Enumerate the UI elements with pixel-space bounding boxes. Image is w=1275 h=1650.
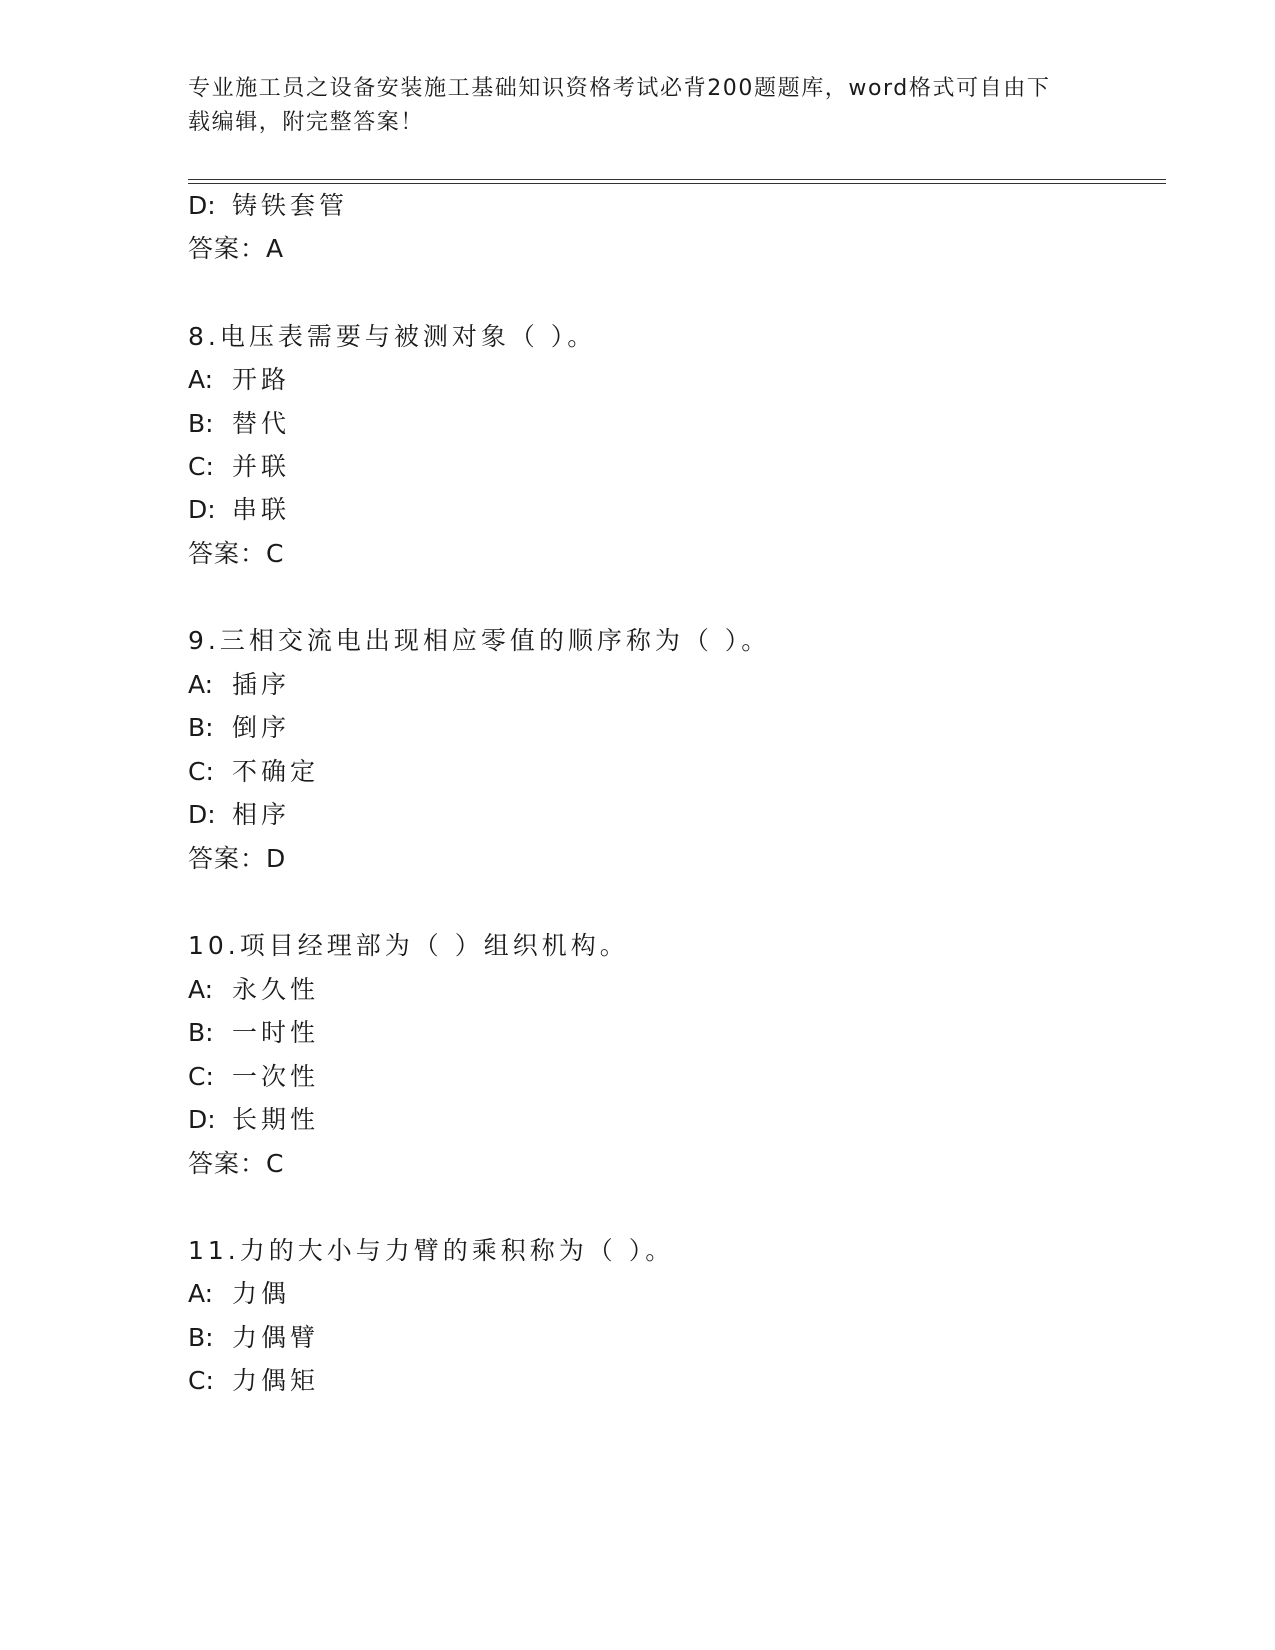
option-text: 倒序 [232,713,291,742]
option-d [188,795,290,831]
option-c [188,1361,319,1397]
option-text: 一时性 [232,1018,320,1047]
option-key: A: [188,365,214,394]
option-text: 不确定 [232,757,320,786]
option-key: D: [188,191,216,220]
option-key: C: [188,452,214,481]
option-text: 串联 [232,495,291,524]
option-c [188,752,319,788]
question-stem: 11.力的大小与力臂的乘积称为（ ）。 [188,1236,675,1265]
question-stem: 9.三相交流电出现相应零值的顺序称为（ ）。 [188,626,771,655]
option-d [188,490,290,526]
option-key: A: [188,1279,214,1308]
option-key: B: [188,713,214,742]
option-a [188,1274,290,1310]
option-b [188,404,290,440]
option-text: 插序 [232,670,291,699]
option-key: C: [188,1062,214,1091]
question-stem: 8.电压表需要与被测对象（ ）。 [188,322,597,351]
option-a [188,665,290,701]
option-c [188,1057,319,1093]
option-key: B: [188,409,214,438]
option-text: 并联 [232,452,291,481]
option-key: C: [188,757,214,786]
option-b [188,708,290,744]
option-b [188,1013,319,1049]
option-text: 相序 [232,800,291,829]
option-a [188,970,319,1006]
option-a [188,360,290,396]
document-header: 专业施工员之设备安装施工基础知识资格考试必背200题题库，word格式可自由下载编辑，附完整答案！ [188,76,1051,135]
option-text: 铸铁套管 [232,191,349,220]
answer: 答案：A [188,234,285,263]
header-divider-bottom [188,183,1166,184]
answer: 答案：C [188,539,285,568]
header-divider-top [188,179,1166,180]
option-text: 开路 [232,365,291,394]
answer: 答案：C [188,1149,285,1178]
option-text: 替代 [232,409,291,438]
option-key: B: [188,1018,214,1047]
question-stem: 10.项目经理部为（ ）组织机构。 [188,931,629,960]
option-key: D: [188,1105,216,1134]
option-b [188,1318,319,1354]
option-key: B: [188,1323,214,1352]
option-key: A: [188,975,214,1004]
option-key: C: [188,1366,214,1395]
option-key: D: [188,800,216,829]
option-d [188,1100,319,1136]
option-key: A: [188,670,214,699]
option-text: 力偶矩 [232,1366,320,1395]
option-text: 长期性 [232,1105,320,1134]
option-c [188,447,290,483]
option-text: 一次性 [232,1062,320,1091]
option-d [188,186,348,222]
answer: 答案：D [188,844,287,873]
option-text: 力偶臂 [232,1323,320,1352]
option-text: 永久性 [232,975,320,1004]
option-text: 力偶 [232,1279,291,1308]
option-key: D: [188,495,216,524]
